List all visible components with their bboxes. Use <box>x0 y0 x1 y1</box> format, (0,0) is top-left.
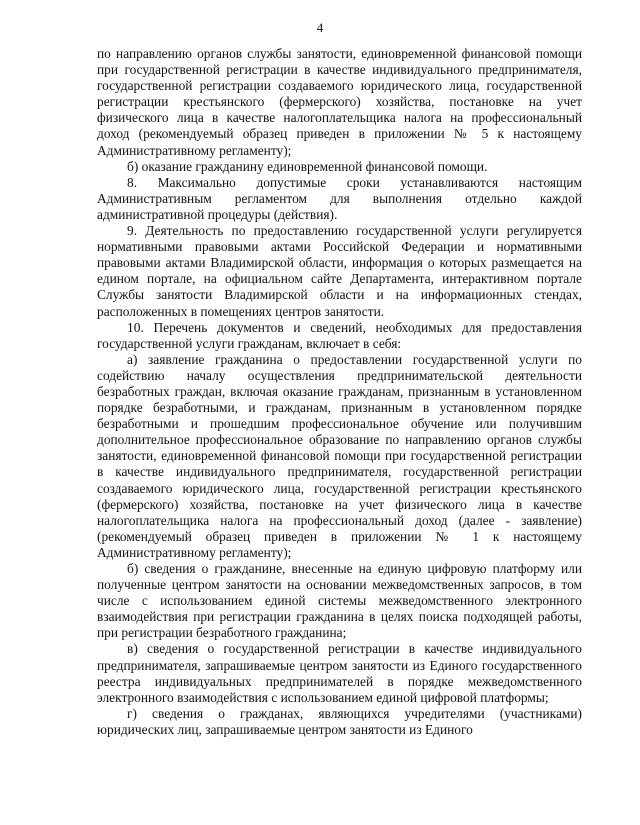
paragraph-10-v: в) сведения о государственной регистрации в качестве индивидуального предпринимателя, запрашиваемые центром занятости из Единого государственного реестра индивидуальных предпринимателей в порядке межведомственного электронного взаимодействия с использованием единой цифровой платформы; <box>97 641 582 705</box>
paragraph-9: 9. Деятельность по предоставлению государственной услуги регулируется нормативными правовыми актами Российской Федерации и нормативными правовыми актами Владимирской области, информация о которых размещается на едином портале, на официальном сайте Департамента, интерактивном портале Службы занятости Владимирской области и на информационных стендах, расположенных в помещениях центров занятости. <box>97 223 582 319</box>
paragraph-10-g: г) сведения о гражданах, являющихся учредителями (участниками) юридических лиц, запрашиваемые центром занятости из Единого <box>97 705 582 737</box>
paragraph-continuation: по направлению органов службы занятости, единовременной финансовой помощи при государственной регистрации в качестве индивидуального предпринимателя, государственной регистрации создаваемого юридического лица, государственной регистрации крестьянского (фермерского) хозяйства, постановке на учет физического лица в качестве налогоплательщика налога на профессиональный доход (рекомендуемый образец приведен в приложении № 5 к настоящему Административному регламенту); <box>97 46 582 158</box>
paragraph-10-a: а) заявление гражданина о предоставлении государственной услуги по содействию началу осуществления предпринимательской деятельности безработных граждан, включая оказание гражданам, признанным в установленном порядке безработными, и гражданам, признанным в установленном порядке безработными и прошедшим профессиональное обучение или получившим дополнительное профессиональное образование по направлению органов службы занятости, единовременной финансовой помощи при государственной регистрации в качестве индивидуального предпринимателя, государственной регистрации создаваемого юридического лица, государственной регистрации крестьянского (фермерского) хозяйства, постановке на учет физического лица в качестве налогоплательщика налога на профессиональный доход (далее - заявление) (рекомендуемый образец приведен в приложении № 1 к настоящему Административному регламенту); <box>97 351 582 560</box>
paragraph-10: 10. Перечень документов и сведений, необходимых для предоставления государственной услуги гражданам, включает в себя: <box>97 319 582 351</box>
paragraph-item-b: б) оказание гражданину единовременной финансовой помощи. <box>127 158 488 174</box>
paragraph-10-b: б) сведения о гражданине, внесенные на единую цифровую платформу или полученные центром занятости на основании межведомственных запросов, в том числе с использованием единой системы межведомственного электронного взаимодействия при регистрации гражданина в целях поиска подходящей работы, при регистрации безработного гражданина; <box>97 561 582 641</box>
document-body <box>97 46 582 738</box>
paragraph-8: 8. Максимально допустимые сроки устанавливаются настоящим Административным регламентом для выполнения отдельно каждой административной процедуры (действия). <box>97 174 582 222</box>
page-number: 4 <box>316 20 324 35</box>
